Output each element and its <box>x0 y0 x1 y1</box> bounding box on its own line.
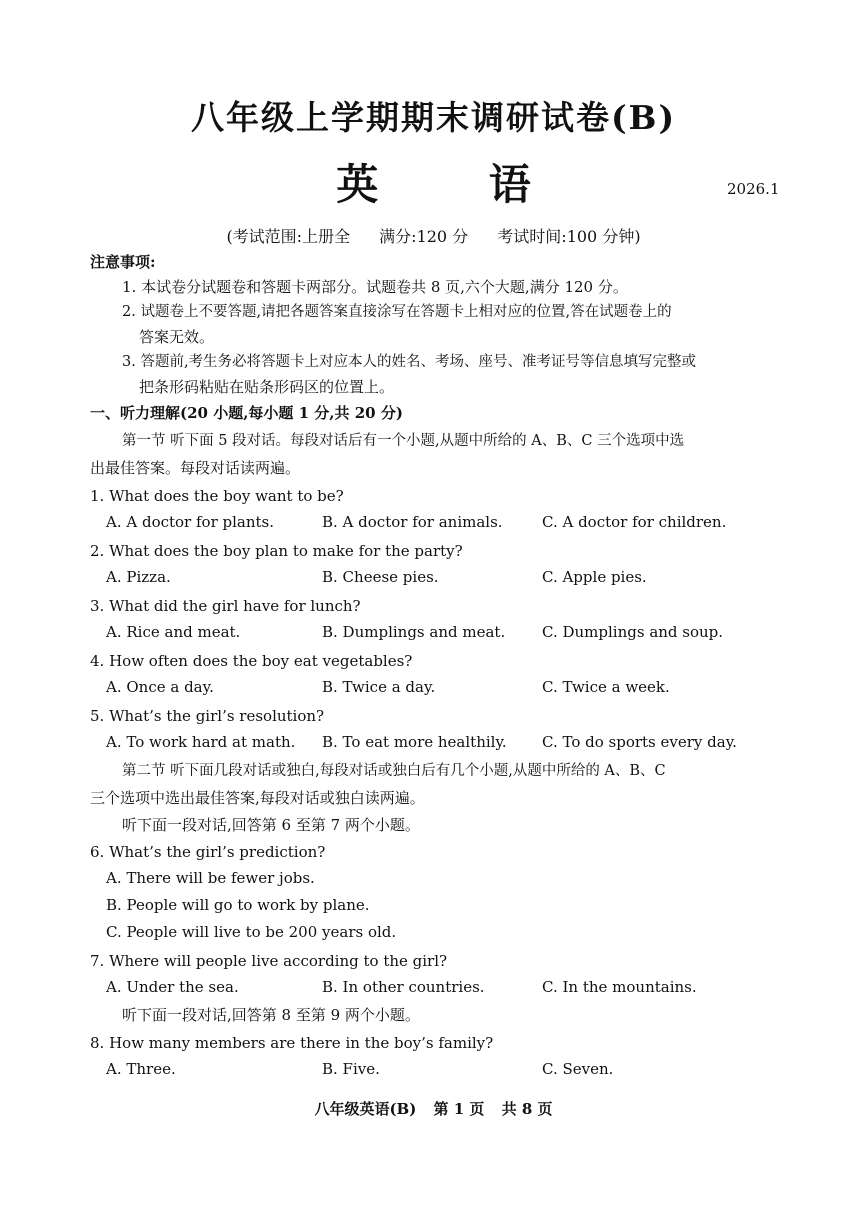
question-7: 7. Where will people live according to the girl? <box>90 952 448 970</box>
q1-option-a: A. A doctor for plants. <box>106 513 275 531</box>
exam-date: 2026.1 <box>727 180 780 198</box>
q6-option-a: A. There will be fewer jobs. <box>106 869 315 887</box>
q4-option-b: B. Twice a day. <box>322 678 436 696</box>
full-score: 满分:120 分 <box>379 227 469 246</box>
footer-total-pages: 共 8 页 <box>501 1100 553 1118</box>
q8-option-c: C. Seven. <box>542 1060 614 1078</box>
q6-option-c: C. People will live to be 200 years old. <box>106 923 397 941</box>
q7-option-b: B. In other countries. <box>322 978 485 996</box>
part-2-instructions: 第二节 听下面几段对话或独白,每段对话或独白后有几个小题,从题中所给的 A、B、C <box>122 763 666 779</box>
q7-option-a: A. Under the sea. <box>106 978 239 996</box>
instructions-q6-q7: 听下面一段对话,回答第 6 至第 7 两个小题。 <box>122 816 420 834</box>
question-8: 8. How many members are there in the boy’s family? <box>90 1034 494 1052</box>
question-6: 6. What’s the girl’s prediction? <box>90 843 326 861</box>
q6-option-b: B. People will go to work by plane. <box>106 896 370 914</box>
question-3: 3. What did the girl have for lunch? <box>90 597 361 615</box>
notice-item-2-cont: 答案无效。 <box>139 328 215 346</box>
part-1-instructions-cont: 出最佳答案。每段对话读两遍。 <box>90 459 301 477</box>
notice-item-3-cont: 把条形码粘贴在贴条形码区的位置上。 <box>139 378 395 396</box>
subject-title: 英 语 <box>336 160 579 209</box>
q5-option-c: C. To do sports every day. <box>542 733 737 751</box>
footer-exam-name: 八年级英语(B) <box>314 1100 417 1118</box>
exam-duration: 考试时间:100 分钟) <box>497 227 641 246</box>
question-1: 1. What does the boy want to be? <box>90 487 344 505</box>
q1-option-b: B. A doctor for animals. <box>322 513 503 531</box>
exam-title: 八年级上学期期末调研试卷(B) <box>190 98 677 137</box>
q4-option-a: A. Once a day. <box>106 678 214 696</box>
q1-option-c: C. A doctor for children. <box>542 513 727 531</box>
q2-option-c: C. Apple pies. <box>542 568 647 586</box>
part-1-instructions: 第一节 听下面 5 段对话。每段对话后有一个小题,从题中所给的 A、B、C 三个选项中选 <box>122 433 685 449</box>
question-5: 5. What’s the girl’s resolution? <box>90 707 325 725</box>
exam-info <box>0 224 867 247</box>
notice-heading: 注意事项: <box>90 253 156 271</box>
q8-option-a: A. Three. <box>106 1060 176 1078</box>
q7-option-c: C. In the mountains. <box>542 978 697 996</box>
section-1-heading: 一、听力理解(20 小题,每小题 1 分,共 20 分) <box>90 404 403 422</box>
footer-page-number: 第 1 页 <box>433 1100 485 1118</box>
notice-item-2: 2. 试题卷上不要答题,请把各题答案直接涂写在答题卡上相对应的位置,答在试题卷上的 <box>122 304 672 320</box>
notice-item-1: 1. 本试卷分试题卷和答题卡两部分。试题卷共 8 页,六个大题,满分 120 分。 <box>122 278 628 296</box>
question-4: 4. How often does the boy eat vegetables? <box>90 652 413 670</box>
q3-option-c: C. Dumplings and soup. <box>542 623 724 641</box>
notice-item-3: 3. 答题前,考生务必将答题卡上对应本人的姓名、考场、座号、准考证号等信息填写完整或 <box>122 354 697 370</box>
q3-option-b: B. Dumplings and meat. <box>322 623 506 641</box>
q3-option-a: A. Rice and meat. <box>106 623 241 641</box>
exam-scope: (考试范围:上册全 <box>226 227 351 246</box>
q5-option-a: A. To work hard at math. <box>106 733 296 751</box>
instructions-q8-q9: 听下面一段对话,回答第 8 至第 9 两个小题。 <box>122 1006 420 1024</box>
q2-option-a: A. Pizza. <box>106 568 171 586</box>
question-2: 2. What does the boy plan to make for the party? <box>90 542 463 560</box>
part-2-instructions-cont: 三个选项中选出最佳答案,每段对话或独白读两遍。 <box>90 789 425 807</box>
page-footer <box>0 1098 867 1119</box>
q2-option-b: B. Cheese pies. <box>322 568 439 586</box>
q8-option-b: B. Five. <box>322 1060 380 1078</box>
q5-option-b: B. To eat more healthily. <box>322 733 507 751</box>
q4-option-c: C. Twice a week. <box>542 678 670 696</box>
